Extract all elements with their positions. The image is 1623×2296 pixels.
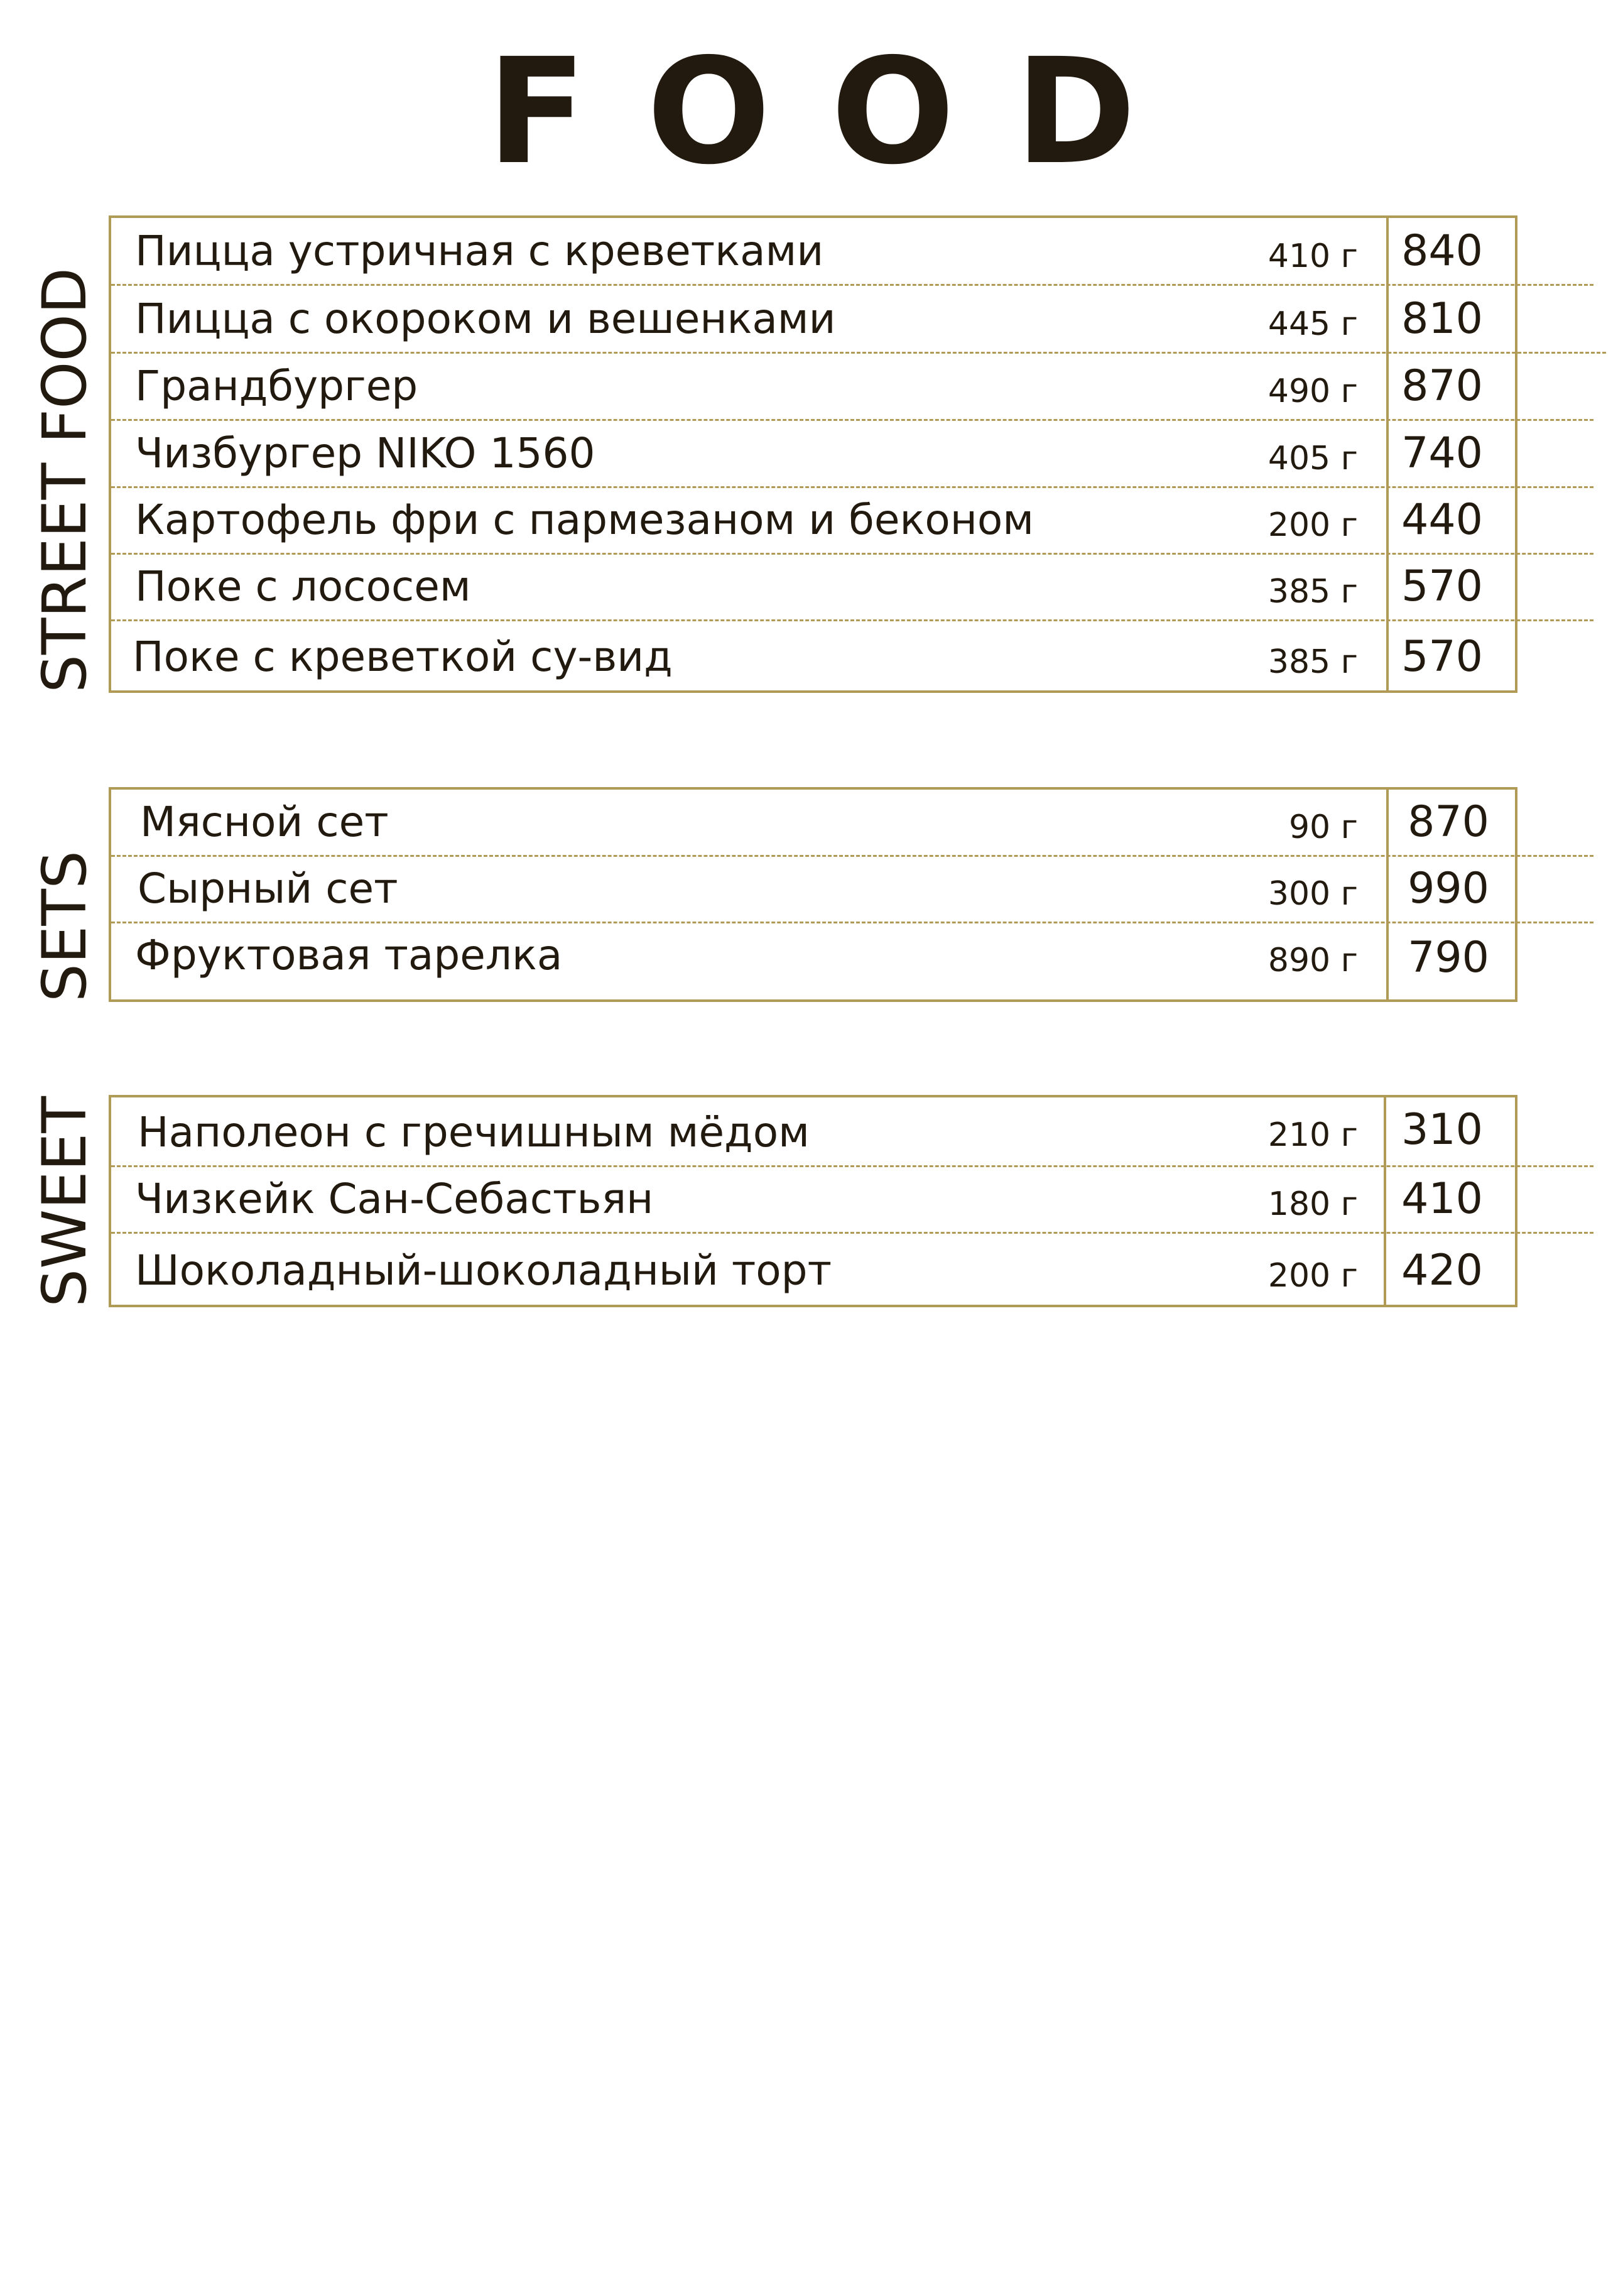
item-weight: 200 г [1267,506,1358,544]
item-weight: 410 г [1267,237,1358,275]
item-price: 310 [1401,1105,1483,1155]
menu-table [109,787,1517,1002]
menu-item [111,285,1515,353]
item-price: 810 [1401,294,1483,344]
item-weight: 385 г [1267,573,1358,611]
item-price: 440 [1401,495,1483,545]
item-weight: 405 г [1267,440,1358,477]
item-name: Чизбургер NIKO 1560 [135,429,595,477]
item-name: Картофель фри с пармезаном и беконом [135,496,1034,544]
menu-item [111,1233,1515,1305]
item-price: 570 [1401,632,1483,682]
menu-item [111,487,1515,554]
item-name: Наполеон с гречишным мёдом [138,1108,810,1156]
menu-item [111,621,1515,691]
item-name: Грандбургер [135,362,418,410]
item-price: 740 [1401,428,1483,478]
item-price: 840 [1401,226,1483,276]
section-street-food [30,215,1517,693]
item-weight: 385 г [1267,643,1358,681]
item-weight: 445 г [1267,305,1358,343]
item-weight: 210 г [1267,1116,1358,1154]
menu-item [111,1097,1515,1167]
menu-table [109,1095,1517,1307]
item-price: 410 [1401,1174,1483,1224]
item-name: Шоколадный-шоколадный торт [135,1246,832,1295]
menu-item [111,554,1515,621]
item-weight: 890 г [1267,942,1358,979]
menu-title: FOOD [487,27,1197,197]
section-sets [30,787,1517,1002]
menu-table [109,215,1517,693]
menu-item [111,790,1515,856]
item-weight: 200 г [1267,1257,1358,1295]
section-label: SETS [30,850,100,1002]
item-price: 420 [1401,1246,1483,1295]
section-label: STREET FOOD [30,267,100,693]
menu-item [111,1167,1515,1233]
item-name: Пицца устричная с креветками [135,227,824,275]
section-label: SWEET [30,1096,100,1307]
menu-item [111,420,1515,487]
item-weight: 180 г [1267,1185,1358,1223]
item-price: 870 [1408,797,1489,847]
item-name: Мясной сет [140,798,389,846]
item-name: Чизкейк Сан-Себастьян [135,1175,654,1223]
menu-item [111,218,1515,285]
item-price: 990 [1408,864,1489,913]
section-sweet [30,1095,1517,1307]
item-weight: 90 г [1288,808,1358,846]
item-name: Поке с креветкой су-вид [133,633,673,681]
item-name: Фруктовая тарелка [135,931,563,979]
item-price: 570 [1401,562,1483,611]
item-name: Поке с лососем [135,562,471,611]
menu-item [111,923,1515,999]
item-weight: 490 г [1267,373,1358,410]
menu-item [111,856,1515,923]
item-price: 790 [1408,933,1489,982]
menu-item [111,353,1515,420]
item-price: 870 [1401,361,1483,411]
item-weight: 300 г [1267,875,1358,913]
item-name: Пицца с окороком и вешенками [135,295,836,343]
item-name: Сырный сет [138,864,398,913]
